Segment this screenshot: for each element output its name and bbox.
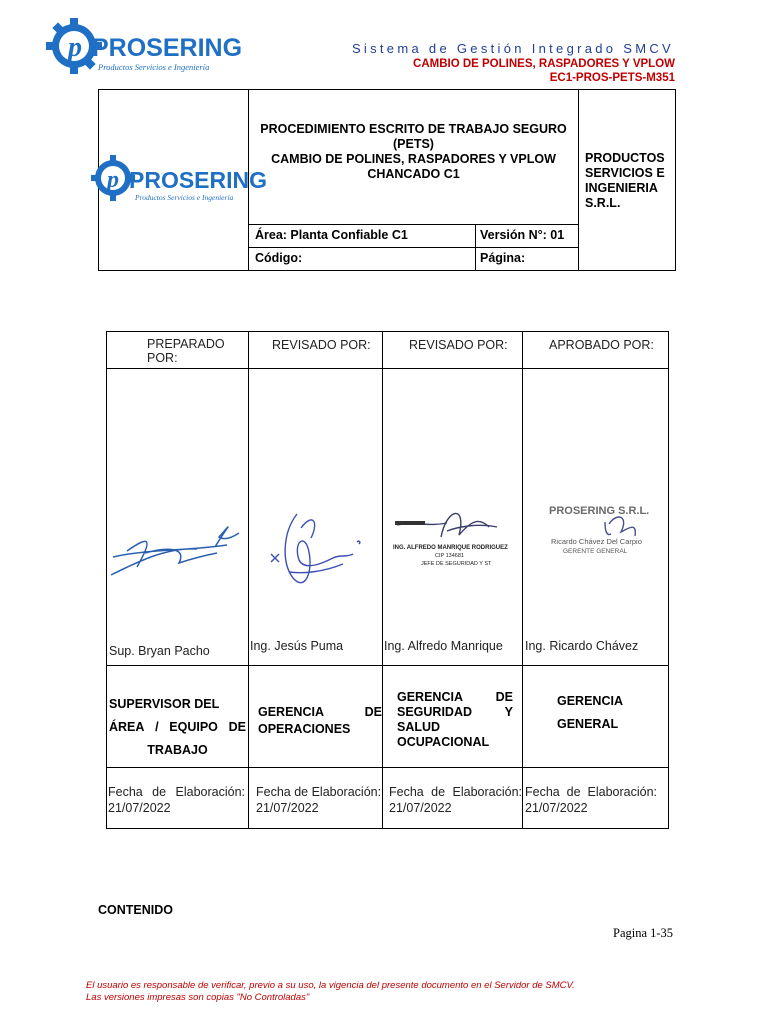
- svg-text:CIP 134681: CIP 134681: [435, 553, 464, 559]
- title-line-2: (PETS): [393, 137, 434, 151]
- footer-line-1: El usuario es responsable de verificar, previo a su uso, la vigencia del presente documento en el Servidor de SMCV.: [86, 980, 575, 991]
- header-table: [98, 89, 676, 271]
- company-line-2: SERVICIOS E: [585, 166, 665, 180]
- area-version-row: [249, 224, 579, 247]
- svg-text:ING. ALFREDO MANRIQUE RODRIGUE: ING. ALFREDO MANRIQUE RODRIGUEZ: [393, 545, 508, 551]
- version-label: Versión N°: 01: [480, 228, 565, 242]
- signature-puma: [253, 502, 379, 602]
- svg-text:GERENTE GENERAL: GERENTE GENERAL: [563, 548, 628, 555]
- footer-disclaimer: [86, 980, 575, 1004]
- system-title: Sistema de Gestión Integrado SMCV: [351, 41, 674, 56]
- company-line-3: INGENIERIA: [585, 181, 658, 195]
- date-chavez: Fecha de Elaboración: 21/07/2022: [525, 785, 657, 815]
- page-number: Pagina 1-35: [613, 926, 674, 940]
- svg-text:JEFE DE SEGURIDAD Y ST: JEFE DE SEGURIDAD Y ST: [421, 561, 492, 567]
- name-puma: Ing. Jesús Puma: [250, 639, 344, 653]
- company-logo-small: [93, 146, 268, 212]
- heading-reviewed-1: REVISADO POR:: [272, 338, 371, 352]
- area-label: Área: Planta Confiable C1: [255, 228, 408, 242]
- footer-line-2: Las versiones impresas son copias "No Controladas": [86, 992, 310, 1003]
- page-label: Página:: [480, 251, 526, 265]
- date-puma: Fecha de Elaboración: 21/07/2022: [256, 785, 382, 815]
- title-line-4: CHANCADO C1: [367, 167, 460, 181]
- heading-reviewed-2: REVISADO POR:: [409, 338, 508, 352]
- date-pacho: Fecha de Elaboración: 21/07/2022: [108, 785, 245, 815]
- role-general: GERENCIA GENERAL: [557, 694, 623, 731]
- approvals-table: [106, 331, 669, 829]
- document-name: CAMBIO DE POLINES, RASPADORES Y VPLOW: [413, 58, 675, 70]
- role-operaciones: GERENCIA DE OPERACIONES: [258, 705, 382, 736]
- title-line-1: PROCEDIMIENTO ESCRITO DE TRABAJO SEGURO: [260, 122, 567, 136]
- svg-text:Ricardo Chávez Del Carpio: Ricardo Chávez Del Carpio: [551, 537, 642, 546]
- company-name-cell: [579, 90, 675, 270]
- name-chavez: Ing. Ricardo Chávez: [525, 639, 639, 653]
- company-logo: [48, 10, 243, 80]
- header-logo-cell: [99, 90, 268, 270]
- title-line-3: CAMBIO DE POLINES, RASPADORES Y VPLOW: [271, 152, 556, 166]
- svg-text:PROSERING: PROSERING: [129, 167, 268, 193]
- document-header: [413, 57, 675, 85]
- signature-pacho: [107, 507, 247, 587]
- name-pacho: Sup. Bryan Pacho: [109, 644, 210, 658]
- code-label: Código:: [255, 251, 303, 265]
- company-line-4: S.R.L.: [585, 196, 621, 210]
- date-manrique: Fecha de Elaboración: 21/07/2022: [389, 785, 522, 815]
- section-heading-contenido: CONTENIDO: [98, 903, 173, 917]
- document-code: EC1-PROS-PETS-M351: [549, 72, 675, 84]
- role-supervisor: SUPERVISOR DEL ÁREA / EQUIPO DE TRABAJO: [109, 697, 246, 757]
- svg-text:PROSERING: PROSERING: [92, 34, 243, 62]
- svg-text:p: p: [107, 167, 119, 193]
- signature-manrique: [387, 497, 519, 575]
- svg-text:PROSERING S.R.L.: PROSERING S.R.L.: [549, 505, 650, 517]
- name-manrique: Ing. Alfredo Manrique: [384, 639, 503, 653]
- svg-text:Productos Servicios e Ingenier: Productos Servicios e Ingeniería: [135, 193, 234, 202]
- heading-prepared: PREPARADO POR:: [147, 337, 225, 365]
- svg-text:Productos Servicios e Ingenier: Productos Servicios e Ingeniería: [98, 62, 210, 72]
- company-line-1: PRODUCTOS: [585, 151, 665, 165]
- code-page-row: [249, 247, 579, 270]
- role-seguridad: GERENCIA DE SEGURIDAD Y SALUD OCUPACIONAL: [397, 690, 513, 749]
- document-title-cell: [249, 90, 579, 224]
- svg-text:p: p: [68, 32, 82, 63]
- heading-approved: APROBADO POR:: [549, 338, 654, 352]
- signature-chavez: [525, 492, 665, 570]
